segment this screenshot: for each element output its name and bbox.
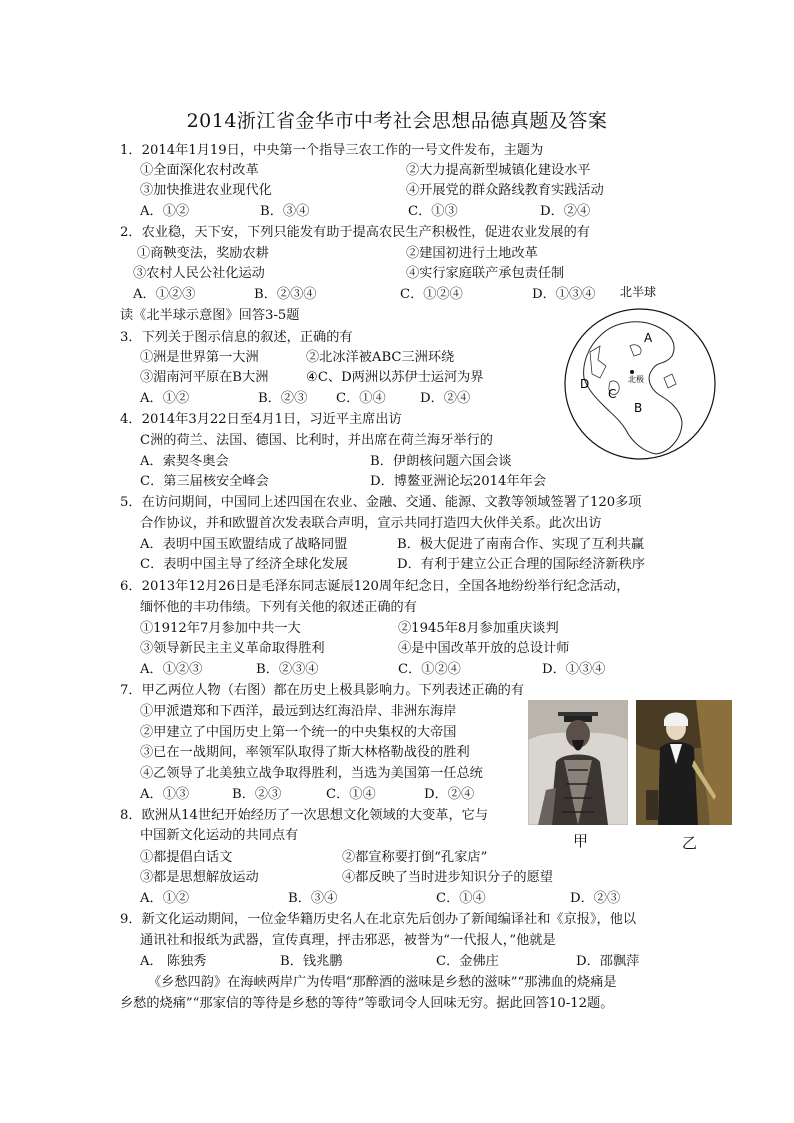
- q2-statement-1: ①商鞅变法，奖励农耕: [137, 246, 269, 261]
- q1-option-a: A．①②: [140, 204, 190, 219]
- q2-option-a: A．①②③: [133, 287, 196, 302]
- portrait-yi: [636, 700, 732, 825]
- q9-option-b: B．钱兆鹏: [280, 954, 343, 969]
- q8-stem: 8．欧洲从14世纪开始经历了一次思想文化领域的大变革，它与: [120, 808, 489, 823]
- q2-statement-3: ③农村人民公社化运动: [133, 266, 265, 281]
- q6-option-d: D．①③④: [542, 662, 606, 677]
- q1-statement-2: ②大力提高新型城镇化建设水平: [406, 163, 591, 178]
- q3-option-b: B．②③: [258, 391, 308, 406]
- q7-statement-2: ②甲建立了中国历史上第一个统一的中央集权的大帝国: [140, 725, 457, 740]
- q7-option-a: A．①③: [140, 787, 190, 802]
- q1-statement-3: ③加快推进农业现代化: [140, 183, 272, 198]
- q2-statement-4: ④实行家庭联产承包责任制: [406, 266, 565, 281]
- north-pole-marker: [630, 370, 634, 374]
- portrait-jia: [528, 700, 628, 825]
- q1-option-c: C．①③: [408, 204, 458, 219]
- q4-option-c: C．第三届核安全峰会: [140, 474, 269, 489]
- q3-statement-3: ③湄南河平原在B大洲: [140, 370, 269, 385]
- q5-option-a: A．表明中国玉欧盟结成了战略同盟: [140, 537, 348, 552]
- q7-option-c: C．①④: [326, 787, 376, 802]
- q7-statement-4: ④乙领导了北美独立战争取得胜利，当选为美国第一任总统: [140, 766, 483, 781]
- q3-option-d: D．②④: [420, 391, 471, 406]
- q8-stem-continued: 中国新文化运动的共同点有: [140, 828, 299, 843]
- q6-statement-1: ①1912年7月参加中共一大: [140, 621, 301, 636]
- q6-statement-2: ②1945年8月参加重庆谈判: [398, 621, 559, 636]
- q1-option-b: B．③④: [260, 204, 310, 219]
- q1-statement-1: ①全面深化农村改革: [140, 163, 259, 178]
- q7-statement-3: ③已在一战期间，率领军队取得了斯大林格勒战役的胜利: [140, 745, 470, 760]
- q8-option-b: B．③④: [288, 891, 338, 906]
- q6-stem: 6．2013年12月26日是毛泽东同志诞辰120周年纪念日，全国各地纷纷举行纪念活动，: [120, 579, 630, 594]
- q1-statement-4: ④开展党的群众路线教育实践活动: [406, 183, 604, 198]
- q9-stem: 9．新文化运动期间，一位金华籍历史名人在北京先后创办了新闻编译社和《京报》，他以: [120, 912, 637, 927]
- q4-option-d: D．博鳌亚洲论坛2014年年会: [370, 474, 547, 489]
- q3-statement-1: ①洲是世界第一大洲: [140, 350, 259, 365]
- q8-statement-1: ①都提倡白话文: [140, 850, 233, 865]
- q4-stem-continued: C洲的荷兰、法国、德国、比利时，并出席在荷兰海牙举行的: [140, 433, 493, 448]
- q7-option-b: B．②③: [232, 787, 282, 802]
- q8-statement-4: ④都反映了当时进步知识分子的愿望: [342, 870, 553, 885]
- q3-statement-2: ②北冰洋被ABC三洲环绕: [306, 350, 455, 365]
- q1-stem: 1．2014年1月19日，中央第一个指导三农工作的一号文件发布，主题为: [120, 143, 544, 158]
- q9-option-d: D．邵飘萍: [576, 954, 640, 969]
- q2-stem: 2．农业稳，天下安，下列只能发有助于提高农民生产积极性，促进农业发展的有: [120, 225, 590, 240]
- map-title: 北半球: [620, 285, 657, 299]
- q3-option-c: C．①④: [336, 391, 386, 406]
- q8-option-c: C．①④: [436, 891, 486, 906]
- q5-option-d: D．有利于建立公正合理的国际经济新秩序: [397, 557, 645, 572]
- q9-option-c: C．金佛庄: [436, 954, 499, 969]
- q4-option-a: A．索契冬奥会: [140, 454, 229, 469]
- portrait-yi-caption: 乙: [682, 834, 698, 852]
- q8-option-d: D．②③: [570, 891, 621, 906]
- passage-line-2: 乡愁的烧痛”“那家信的等待是乡愁的等待”等歌词令人回味无穷。据此回答10-12题。: [120, 996, 614, 1011]
- portrait-jia-caption: 甲: [573, 832, 589, 850]
- continent-a-label: A: [644, 331, 653, 345]
- north-pole-label: 北极: [628, 375, 644, 384]
- q7-stem: 7．甲乙两位人物（右图）都在历史上极具影响力。下列表述正确的有: [120, 683, 525, 698]
- q9-option-a: A． 陈独秀: [140, 954, 207, 969]
- northern-hemisphere-map: [560, 282, 722, 460]
- q3-statement-4: ④C、D两洲以苏伊士运河为界: [306, 370, 484, 385]
- q2-statement-2: ②建国初进行土地改革: [406, 246, 538, 261]
- q4-option-b: B．伊朗核问题六国会谈: [370, 454, 512, 469]
- q2-option-d: D．①③④: [532, 287, 596, 302]
- q3-stem: 3．下列关于图示信息的叙述，正确的有: [120, 330, 353, 345]
- passage-line-1: 《乡愁四韵》在海峡两岸广为传唱“那醉酒的滋味是乡愁的滋味”“那沸血的烧痛是: [148, 975, 617, 990]
- q5-stem-continued: 合作协议，并和欧盟首次发表联合声明，宣示共同打造四大伙伴关系。此次出访: [140, 516, 602, 531]
- page-title: 2014浙江省金华市中考社会思想品德真题及答案: [186, 110, 608, 132]
- q6-stem-continued: 缅怀他的丰功伟绩。下列有关他的叙述正确的有: [140, 600, 417, 615]
- q6-option-c: C．①②④: [398, 662, 461, 677]
- q8-statement-3: ③都是思想解放运动: [140, 870, 259, 885]
- continent-c-label: C: [608, 387, 617, 401]
- q2-option-c: C．①②④: [400, 287, 463, 302]
- continent-d-label: D: [580, 377, 590, 391]
- q6-option-b: B．②③④: [256, 662, 319, 677]
- q7-option-d: D．②④: [424, 787, 475, 802]
- q6-option-a: A．①②③: [140, 662, 203, 677]
- q4-stem: 4．2014年3月22日至4月1日，习近平主席出访: [120, 412, 402, 427]
- map-instruction: 读《北半球示意图》回答3-5题: [120, 308, 300, 323]
- q9-stem-continued: 通讯社和报纸为武器，宣传真理，抨击邪恶，被誉为“一代报人，”他就是: [140, 933, 556, 948]
- q5-stem: 5．在访问期间，中国同上述四国在农业、金融、交通、能源、文教等领域签署了120多项: [120, 495, 642, 510]
- q5-option-b: B．极大促进了南南合作、实现了互利共赢: [397, 537, 645, 552]
- q1-option-d: D．②④: [540, 204, 591, 219]
- q5-option-c: C．表明中国主导了经济全球化发展: [140, 557, 348, 572]
- q2-option-b: B．②③④: [254, 287, 317, 302]
- q8-option-a: A．①②: [140, 891, 190, 906]
- continent-b-label: B: [634, 401, 643, 415]
- q7-statement-1: ①甲派遣郑和下西洋，最远到达红海沿岸、非洲东海岸: [140, 704, 457, 719]
- q8-statement-2: ②都宣称要打倒“孔家店”: [342, 850, 488, 865]
- q3-option-a: A．①②: [140, 391, 190, 406]
- q6-statement-4: ④是中国改革开放的总设计师: [398, 641, 570, 656]
- q6-statement-3: ③领导新民主主义革命取得胜利: [140, 641, 325, 656]
